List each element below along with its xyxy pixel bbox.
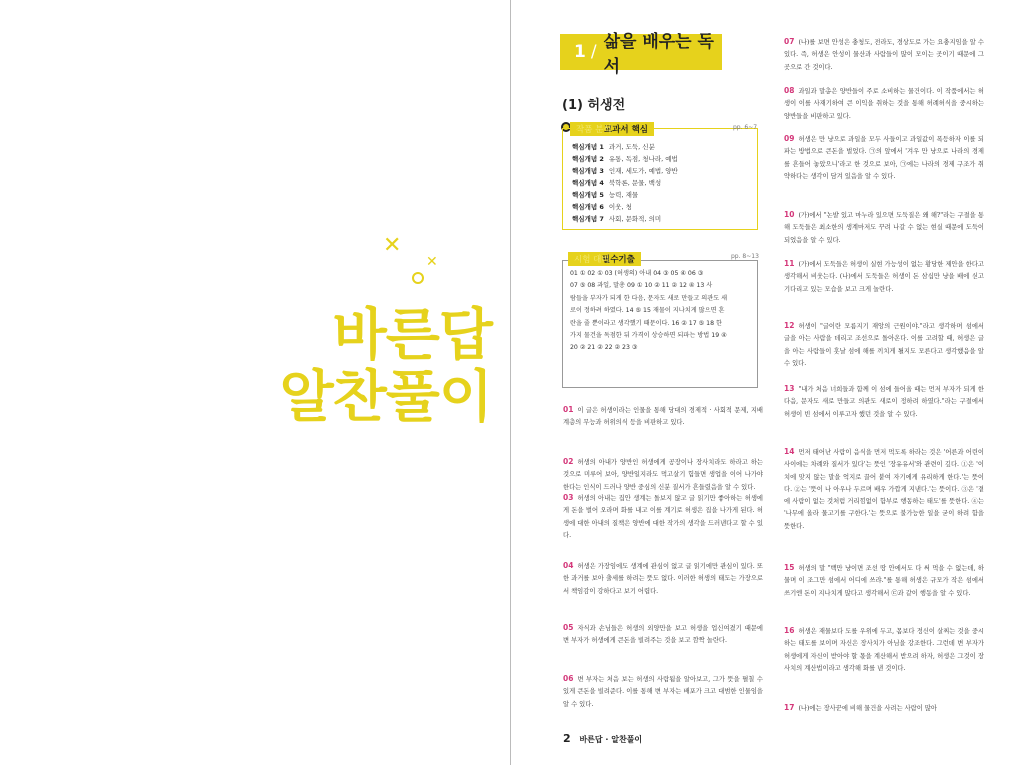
answer-item: 06 변 부자는 처음 보는 허생의 사람됨을 알아보고, 그가 뜻을 펼칠 수 있게 큰돈을 빌려준다. 이를 통해 변 부자는 배포가 크고 대범한 인물임을 알 수 있다. — [563, 674, 763, 708]
exam-line: 01 ① 02 ① 03 (허생의) 아내 04 ③ 05 ④ 06 ③ — [570, 270, 704, 277]
cover-title-line1: 바른답 — [332, 303, 492, 368]
answer-item: 07 (나)를 보면 안성은 충청도, 전라도, 경상도로 가는 요충지임을 알 수 있다. 즉, 허생은 안성이 물산과 사람들이 많이 모이는 곳이기 때문에 그곳으로 간 것이다. — [784, 37, 984, 71]
page-number: 2 — [563, 732, 571, 745]
exam-box-ghost-label: 시험 대비 — [574, 255, 610, 265]
x-mark-icon: ✕ — [426, 254, 438, 270]
answer-item: 01 이 글은 허생이라는 인물을 통해 당대의 경제적 · 사회적 문제, 지배 계층의 무능과 허위의식 등을 비판하고 있다. — [563, 405, 763, 427]
exam-answers — [570, 268, 750, 355]
x-mark-icon: ✕ — [383, 233, 402, 258]
chapter-number: 1 — [574, 42, 586, 62]
concept-item: 핵심개념 5 능력, 재물 — [572, 191, 639, 199]
concept-item: 핵심개념 7 사회, 문화적, 의미 — [572, 215, 662, 223]
concept-item: 핵심개념 4 북학론, 문물, 백성 — [572, 179, 662, 187]
answer-item: 17 (나)에는 장사꾼에 비해 물건을 사려는 사람이 많아 — [784, 703, 938, 712]
answer-item: 14 먼저 태어난 사람이 음식을 먼저 먹도록 하라는 것은 '어른과 어린이 사이에는 차례와 질서가 있다'는 뜻인 '장유유서'와 관련이 깊다. ①은 '이치에 맞지 않는 말을 억지로 끌어 붙여 자기에게 유리하게 한다.'는 뜻이다. ②는 '뜻이 나 아우나 두르며 배우 가깝게 지낸다.'는 뜻이다. ③은 '곁에 사람이 없는 것처럼 거리낌없이 함부로 행동하는 태도'를 뜻한다. ④는 '나무에 올라 물고기를 구한다.'는 뜻으로 불가능한 일을 굳이 하려 함을 뜻한다. — [784, 447, 984, 530]
cover-title-line2: 알찬풀이 — [279, 365, 492, 430]
left-page — [0, 0, 507, 765]
core-box-pages: pp. 6~7 — [733, 124, 758, 131]
exam-line: 20 ② 21 ② 22 ② 23 ③ — [570, 344, 638, 352]
concept-item: 핵심개념 3 인재, 세도가, 예법, 양반 — [572, 167, 678, 175]
exam-box-label-text: 필수기출 — [602, 255, 635, 265]
answer-item: 13 "내가 처음 너희들과 함께 이 섬에 들어올 때는 먼저 부자가 되게 한 다음, 문자도 새로 만들고 의관도 새로이 정하려 하였다."라는 구절에서 허생이 빈 섬에서 이루고자 했던 것을 알 수 있다. — [784, 384, 984, 418]
answer-item: 10 (가)에서 "논밭 있고 마누라 있으면 도둑질은 왜 해?"라는 구절을 통해 도둑들은 최소한의 생계마저도 꾸려 나갈 수 없는 현실 때문에 도둑이 되었음을 알 수 있다. — [784, 210, 984, 244]
concept-item: 핵심개념 1 과거, 도둑, 신분 — [572, 143, 655, 151]
chapter-slash: / — [590, 42, 597, 62]
answer-item: 16 허생은 재물보다 도를 우위에 두고, 몸보다 정신이 살찌는 것을 중시하는 태도를 보이며 자신은 장사치가 아님을 강조한다. 그런데 변 부자가 허생에게 자신이 받아야 할 몫을 계산해서 받으려 하자, 허생은 그것이 장사치의 계산법이라고 생각해 화를 낸 것이다. — [784, 626, 984, 672]
exam-line: 란을 줄 뿐이라고 생각했기 때문이다. 16 ② 17 ⑤ 18 한 — [570, 319, 722, 327]
core-box-label — [570, 122, 654, 136]
exam-line: 가지 물건을 독점한 뒤 가격이 상승하면 되파는 방법 19 ④ — [570, 332, 727, 340]
exam-box-label — [568, 252, 641, 266]
answer-item: 11 (가)에서 도둑들은 허생이 실현 가능성이 없는 황당한 제안을 한다고 생각해서 비웃는다. (나)에서 도둑들은 허생이 돈 삼십만 냥을 배에 싣고 기다리고 있는 모습을 보고 크게 놀란다. — [784, 259, 984, 293]
concept-item: 핵심개념 2 유통, 독점, 청나라, 예법 — [572, 155, 678, 163]
answer-item: 08 과일과 말총은 양반들이 주로 소비하는 물건이다. 이 작품에서는 허생이 이를 사재기하여 큰 이익을 취하는 것을 통해 허례허식을 중시하는 양반들을 비판하고 있다. — [784, 86, 984, 120]
answer-item: 03 허생의 아내는 집안 생계는 돌보지 않고 글 읽기만 좋아하는 허생에게 돈을 벌어 오라며 화를 내고 이를 계기로 허생은 집을 나가게 된다. 허생에 대한 아내의 질책은 양반에 대한 작가의 생각을 드러낸다고 할 수 있다. — [563, 493, 763, 539]
core-box-label-text: 교과서 핵심 — [604, 125, 649, 135]
cover-title — [232, 305, 492, 429]
chapter-title: 삶을 배우는 독서 — [603, 32, 714, 77]
answer-item: 09 허생은 만 냥으로 과일을 모두 사들이고 과일값이 폭등하자 이를 되파는 방법으로 큰돈을 벌었다. ㉠의 앞에서 '겨우 만 냥으로 나라의 경제를 흔들어 놓았으니'라고 한 것으로 보아, ㉠에는 나라의 경제 구조가 취약하다는 생각이 담겨 있음을 알 수 있다. — [784, 134, 984, 180]
answer-item: 15 허생의 말 "백만 냥이면 조선 땅 안에서도 다 써 먹을 수 없는데, 하물며 이 조그만 섬에서 어디에 쓰랴."를 통해 허생은 규모가 작은 섬에서 쓰기엔 돈이 지나치게 많다고 생각해서 ㉢과 같이 행동을 알 수 있다. — [784, 563, 984, 597]
answer-item: 05 자식과 손님들은 허생의 외양만을 보고 허생을 업신여겼기 때문에 변 부자가 허생에게 큰돈을 빌려주는 것을 보고 깜짝 놀란다. — [563, 623, 763, 645]
exam-line: 람들을 부자가 되게 한 다음, 문자도 새로 만들고 의관도 새 — [570, 294, 728, 302]
circle-icon — [412, 272, 424, 284]
exam-line: 07 ⑤ 08 과일, 말총 09 ① 10 ② 11 ② 12 ④ 13 사 — [570, 282, 713, 290]
core-box-ghost-label: 작품 분석 — [576, 125, 612, 135]
exam-box-pages: pp. 8~13 — [731, 253, 759, 260]
chapter-banner — [560, 32, 722, 77]
answer-item: 02 허생의 아내가 양반인 허생에게 공장이나 장사치라도 하라고 하는 것으로 미루어 보아, 양반일지라도 먹고살기 힘들면 생업을 이어 나가야 한다는 인식이 드러나 양반 중심의 신분 질서가 흔들렸음을 알 수 있다. — [563, 457, 763, 491]
page-footer — [563, 732, 642, 745]
exam-line: 로이 정하려 하였다. 14 ⑤ 15 재물이 지나치게 많으면 혼 — [570, 307, 725, 315]
answer-item: 04 허생은 가장임에도 생계에 관심이 없고 글 읽기에만 관심이 있다. 또한 과거를 보아 출세를 하려는 뜻도 없다. 이러한 허생의 태도는 가장으로서 책임감이 강하다고 보기 어렵다. — [563, 561, 763, 595]
concept-item: 핵심개념 6 이웃, 청 — [572, 203, 632, 211]
section-title: (1) 허생전 — [562, 98, 626, 113]
footer-label: 바른답 · 알찬풀이 — [579, 735, 643, 744]
answer-item: 12 허생이 "글이란 모름지기 재앙의 근원이야."라고 생각하며 섬에서 글을 아는 사람을 데리고 조선으로 돌아온다. 이를 고려할 때, 허생은 글을 아는 사람들이 훗날 섬에 해를 끼치게 될지도 모른다고 생각했음을 알 수 있다. — [784, 321, 984, 367]
page-gutter — [510, 0, 511, 765]
concept-list — [572, 141, 748, 225]
